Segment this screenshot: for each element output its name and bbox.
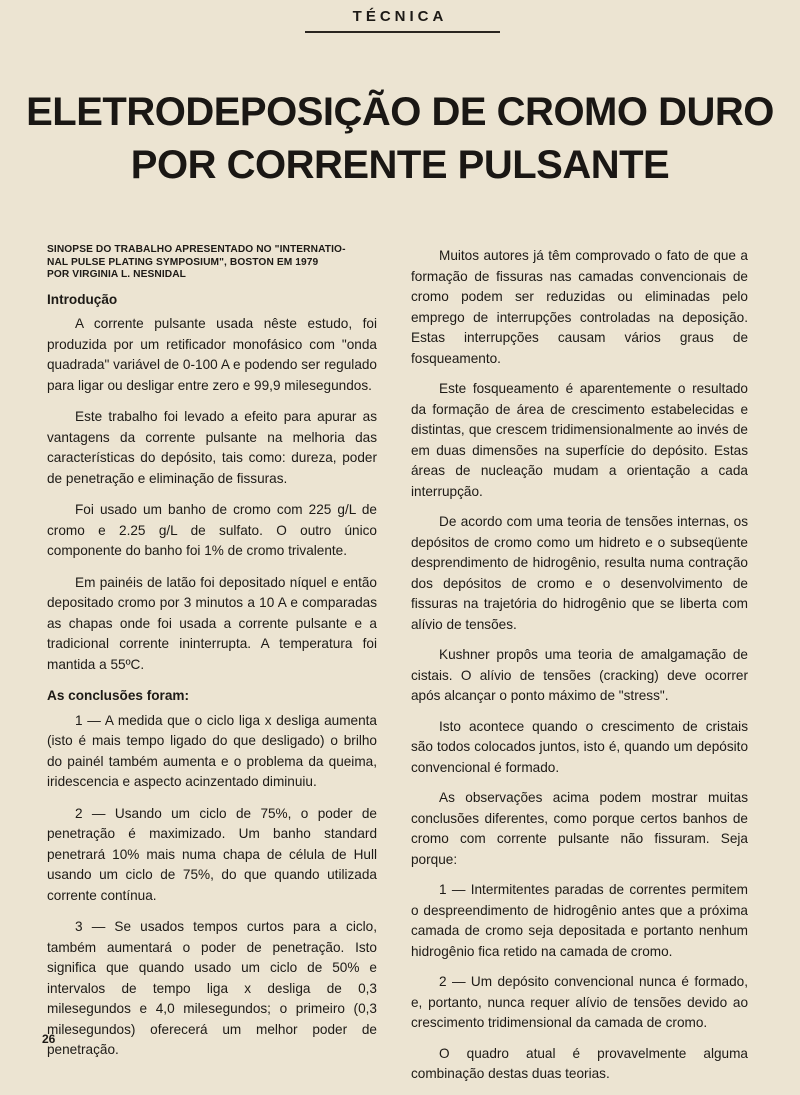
paragraph: Foi usado um banho de cromo com 225 g/L de cromo e 2.25 g/L de sulfato. O outro único componente do banho foi 1% de cromo trivalente. — [47, 502, 377, 558]
paragraph: 3 — Se usados tempos curtos para a ciclo, também aumentará o poder de penetração. Isto significa que quando usado um ciclo de 50% e intervalos de tempo liga x desliga de 0,3 milesegundos e 4,0 milesegundos; o primeiro (0,3 milesegundos) oferecerá um melhor poder de penetração. — [47, 919, 377, 1057]
paragraph: Muitos autores já têm comprovado o fato de que a formação de fissuras nas camadas convencionais de cromo podem ser reduzidas ou eliminadas pelo emprego de interrupções controladas na deposição. Estas interrupções causam vários graus de fosqueamento. — [411, 248, 748, 366]
paragraph: As observações acima podem mostrar muitas conclusões diferentes, como porque certos banhos de cromo com corrente pulsante não fissuram. Seja porque: — [411, 790, 748, 867]
paragraph: A corrente pulsante usada nêste estudo, foi produzida por um retificador monofásico com "onda quadrada" variável de 0-100 A e podendo ser regulado para ligar ou desligar entre zero e 99,9 milesegundos. — [47, 316, 377, 393]
synopsis-line: POR VIRGINIA L. NESNIDAL — [47, 269, 186, 280]
right-column — [411, 246, 748, 1095]
synopsis-line: NAL PULSE PLATING SYMPOSIUM", BOSTON EM 1979 — [47, 256, 319, 268]
paragraph: De acordo com uma teoria de tensões internas, os depósitos de cromo como um hidreto e o subseqüente desprendimento de hidrogênio, resulta numa contração dos depósitos de cromo e o desenvolvimento de fissuras na trajetória do hidrogênio que se liberta com alívio de tensões. — [411, 514, 748, 632]
synopsis-line: SINOPSE DO TRABALHO APRESENTADO NO "INTERNATIO- — [47, 244, 346, 255]
left-column — [47, 244, 377, 1072]
section-label: TÉCNICA — [352, 8, 448, 25]
title-line: ELETRODEPOSIÇÃO DE CROMO DURO — [26, 90, 774, 134]
intro-heading: Introdução — [47, 291, 118, 307]
paragraph: 1 — Intermitentes paradas de correntes permitem o despreendimento de hidrogênio antes que a próxima camada de cromo seja depositada e portanto nenhum hidrogênio fica retido na camada de cromo. — [411, 882, 748, 959]
paragraph: O quadro atual é provavelmente alguma combinação destas duas teorias. — [411, 1045, 748, 1081]
paragraph: Isto acontece quando o crescimento de cristais são todos colocados juntos, isto é, quando um depósito convencional é formado. — [411, 718, 748, 775]
page-number: 26 — [42, 1032, 56, 1046]
section-rule — [305, 31, 500, 33]
paragraph: Este trabalho foi levado a efeito para apurar as vantagens da corrente pulsante na melhoria das características do depósito, tais como: dureza, poder de penetração e eliminação de fissuras. — [47, 409, 377, 486]
paragraph: 1 — A medida que o ciclo liga x desliga aumenta (isto é mais tempo ligado do que desligado) o brilho do painél também aumenta e o problema da queima, iridescencia e aspecto acinzentado diminuiu. — [47, 712, 377, 789]
paragraph: 2 — Usando um ciclo de 75%, o poder de penetração é maximizado. Um banho standard penetrará 10% mais numa chapa de célula de Hull usando um ciclo de 75%, do que quando utilizada corrente contínua. — [47, 805, 377, 903]
synopsis — [47, 244, 377, 282]
conclusions-heading: As conclusões foram: — [47, 688, 190, 703]
paragraph: Este fosqueamento é aparentemente o resultado da formação de área de crescimento estabelecidas e distintas, que crescem tridimensionalmente ao invés de em duas dimensões na superfície do depósito. Estas áreas de nucleação mudam a orientação a cada interrupção. — [411, 381, 748, 499]
paragraph: Em painéis de latão foi depositado níquel e então depositado cromo por 3 minutos a 10 A e comparadas as chapas onde foi usada a corrente pulsante e a tradicional corrente ininterrupta. A temperatura foi mantida a 55ºC. — [47, 574, 377, 672]
title-line: POR CORRENTE PULSANTE — [130, 143, 670, 187]
paragraph: Kushner propôs uma teoria de amalgamação de cistais. O alívio de tensões (cracking) deve ocorrer após alcançar o ponto máximo de "stress". — [411, 647, 748, 703]
article-title — [20, 86, 780, 192]
paragraph: 2 — Um depósito convencional nunca é formado, e, portanto, nunca requer alívio de tensões devido ao crescimento tridimensional da camada de cromo. — [411, 974, 748, 1030]
